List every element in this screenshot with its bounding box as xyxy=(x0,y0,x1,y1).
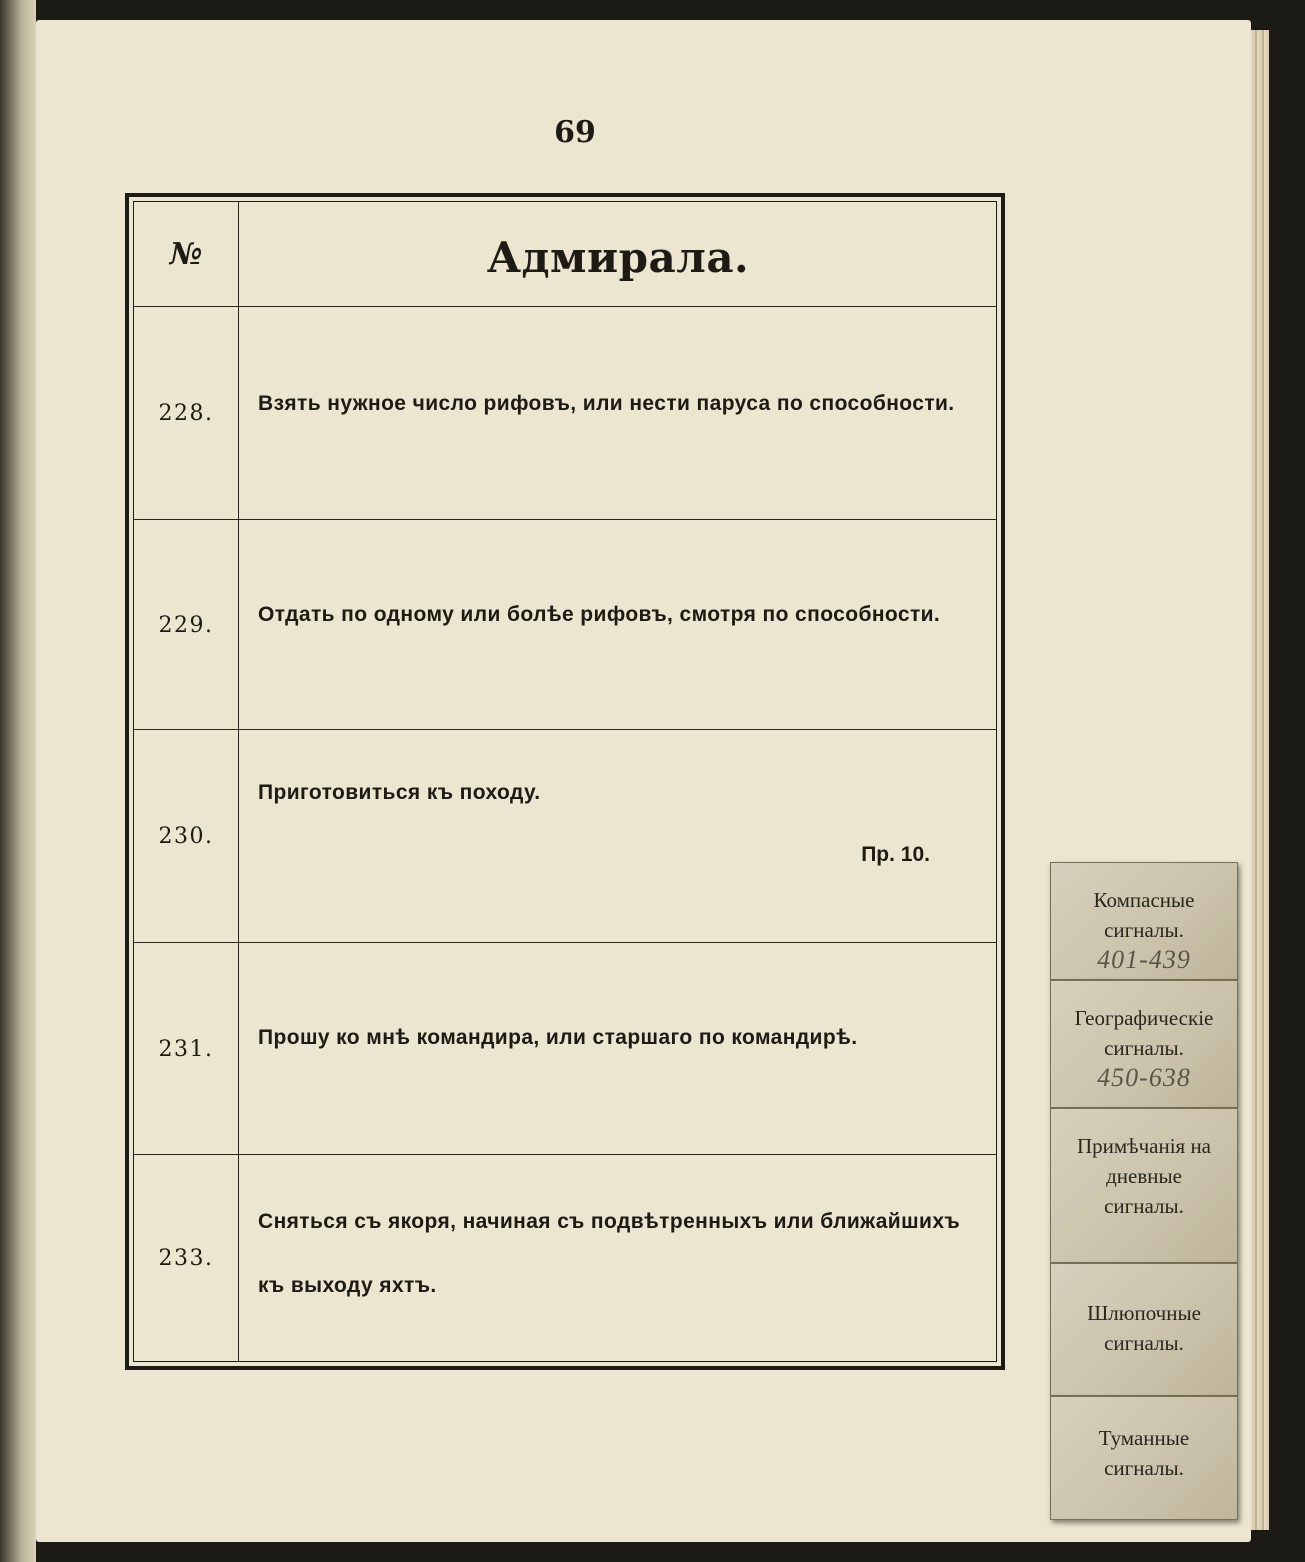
page-number: 69 xyxy=(554,115,596,150)
row-divider xyxy=(134,729,996,730)
row-divider xyxy=(134,519,996,520)
table-title: Адмирала. xyxy=(486,232,750,282)
signal-number: 228. xyxy=(158,401,214,426)
signal-text: Приготовиться къ походу. xyxy=(258,781,541,804)
section-tabs xyxy=(1050,862,1240,1520)
signal-table xyxy=(125,193,1005,1370)
tab-label: дневные xyxy=(1106,1164,1182,1188)
signal-text xyxy=(258,1190,980,1318)
handwritten-range: 401-439 xyxy=(1097,945,1191,974)
signal-number: 230. xyxy=(158,823,214,849)
tab-fog-signals[interactable] xyxy=(1050,1396,1238,1520)
signal-reference: Пр. 10. xyxy=(861,843,930,866)
tab-label: сигналы. xyxy=(1104,1331,1184,1355)
tab-label: сигналы. xyxy=(1104,1194,1184,1218)
signal-number: 233. xyxy=(158,1245,214,1271)
signal-text-line: Сняться съ якоря, начиная съ подвѣтренныхъ или ближайшихъ xyxy=(258,1210,961,1233)
signal-number: 231. xyxy=(158,1036,214,1062)
row-divider xyxy=(134,306,996,307)
table-row xyxy=(134,944,996,1154)
number-column-header: № xyxy=(169,236,203,272)
tab-label: Географическіе xyxy=(1074,1006,1214,1030)
tab-compass-signals[interactable] xyxy=(1050,862,1238,980)
table-row xyxy=(134,521,996,729)
table-row xyxy=(134,1156,996,1360)
row-divider xyxy=(134,942,996,943)
tab-label: Шлюпочные xyxy=(1087,1301,1201,1325)
tab-label: Примѣчанія на xyxy=(1076,1134,1212,1158)
signal-text: Отдать по одному или болѣе рифовъ, смотря по способности. xyxy=(258,603,941,626)
tab-day-signal-notes[interactable] xyxy=(1050,1108,1238,1263)
signal-text-line: къ выходу яхтъ. xyxy=(258,1274,437,1297)
tab-label: сигналы. xyxy=(1104,1036,1184,1060)
tab-label: сигналы. xyxy=(1104,1456,1184,1480)
signal-text: Взять нужное число рифовъ, или нести паруса по способности. xyxy=(258,392,955,415)
previous-page-edge xyxy=(0,0,36,1562)
signal-number: 229. xyxy=(158,612,214,638)
tab-label: Туманные xyxy=(1098,1426,1190,1450)
tab-label: Компасные xyxy=(1093,888,1195,912)
signal-text: Прошу ко мнѣ командира, или старшаго по командирѣ. xyxy=(258,1026,858,1049)
tab-boat-signals[interactable] xyxy=(1050,1263,1238,1396)
table-row xyxy=(134,308,996,519)
tab-label: сигналы. xyxy=(1104,918,1184,942)
handwritten-range: 450-638 xyxy=(1097,1063,1191,1092)
tab-geographic-signals[interactable] xyxy=(1050,980,1238,1108)
row-divider xyxy=(134,1154,996,1155)
table-row xyxy=(134,731,996,941)
signal-table-inner xyxy=(133,201,997,1362)
